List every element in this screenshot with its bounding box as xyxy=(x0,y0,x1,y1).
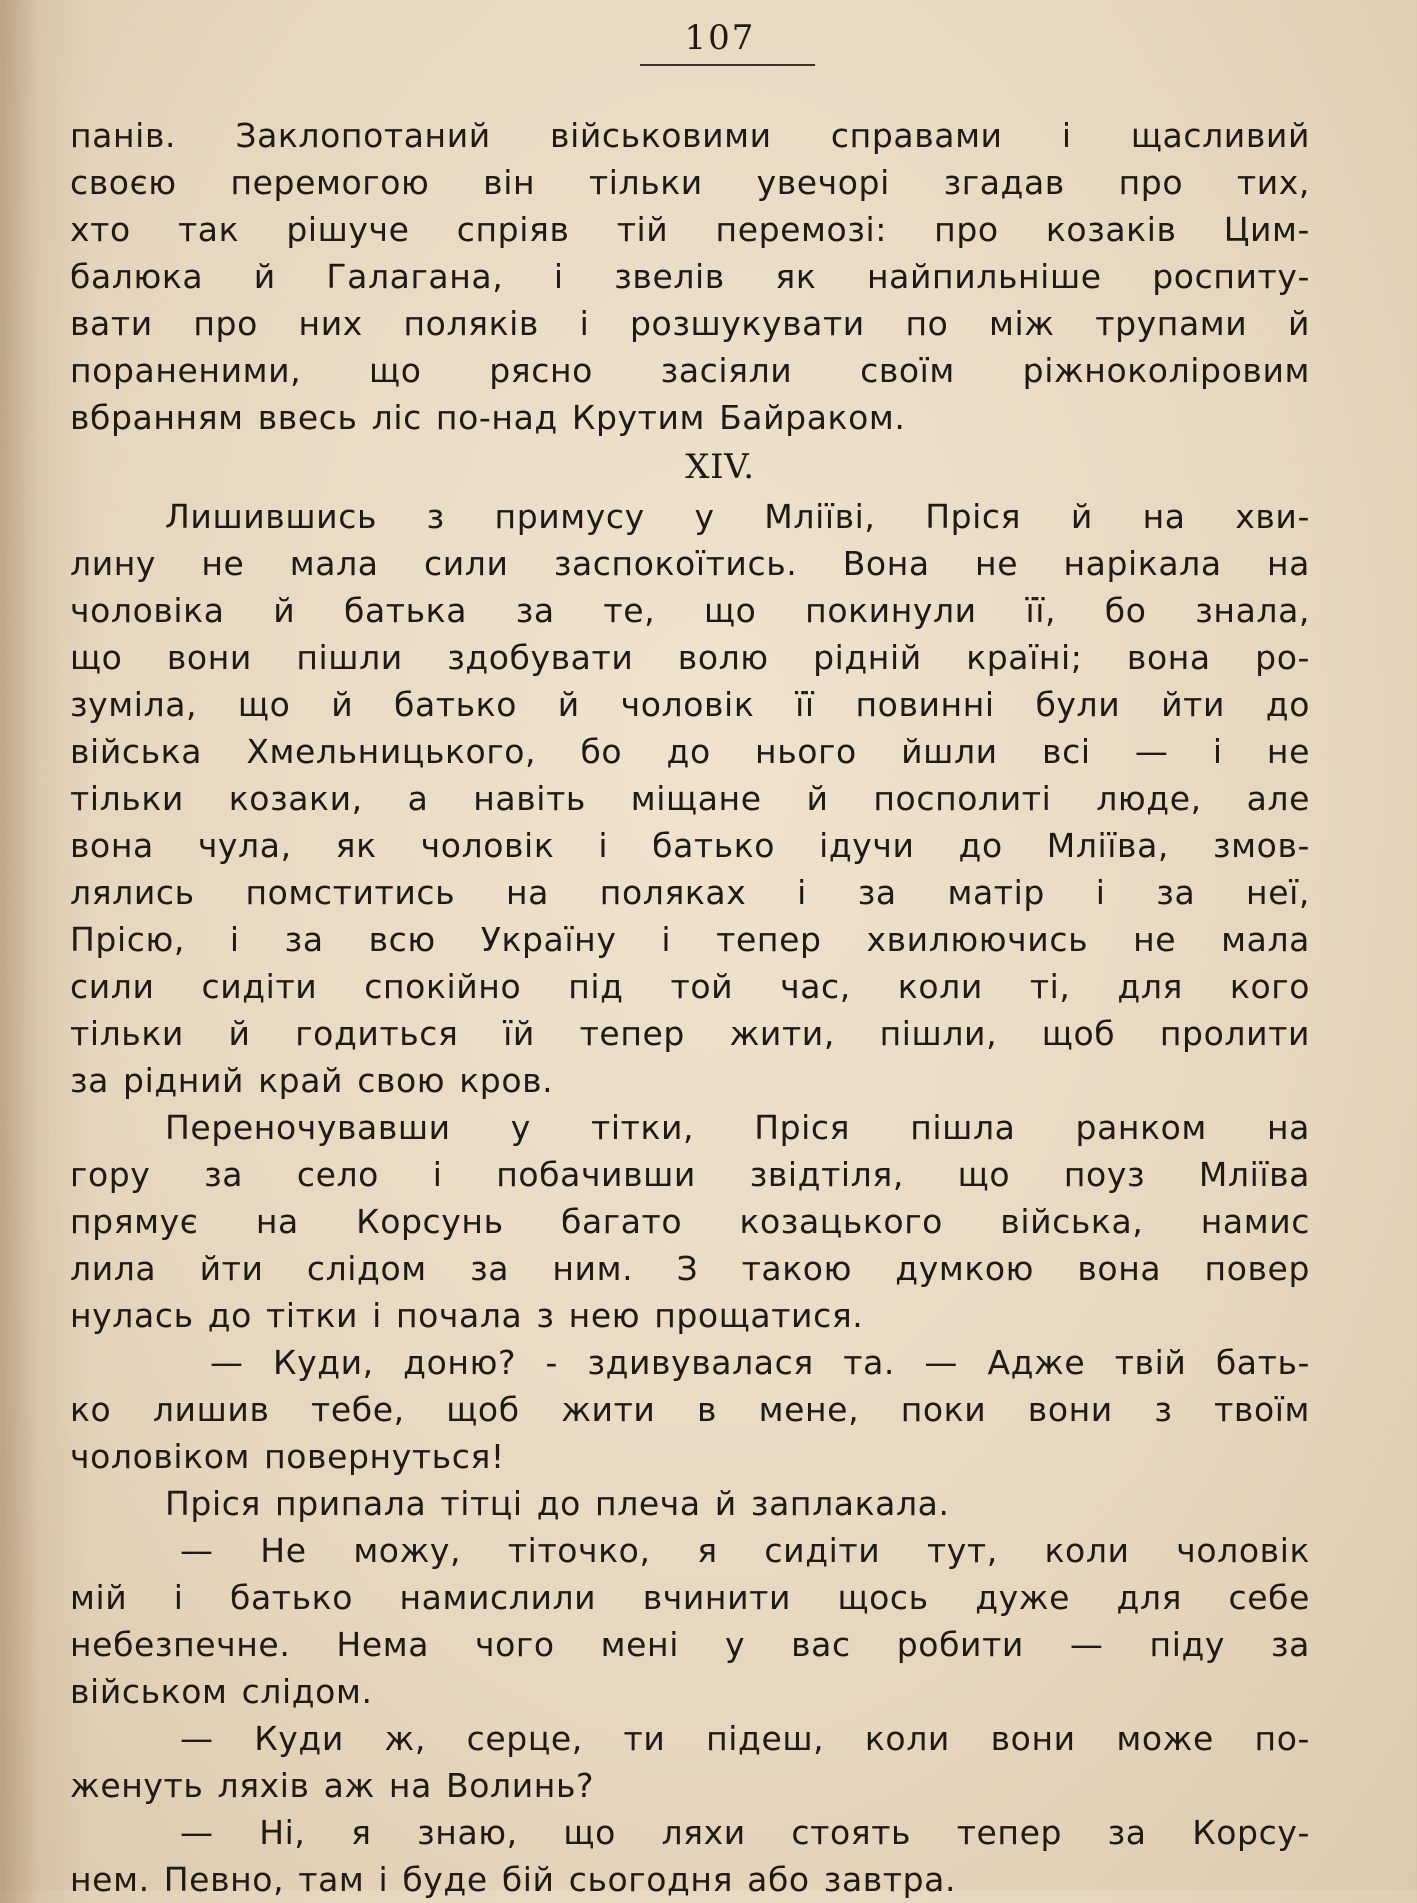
text-line: нулась до тітки і почала з нею прощатися. xyxy=(70,1296,864,1335)
text-line: своєю перемогою він тільки увечорі згадав про тих, xyxy=(70,163,1310,202)
text-line: сили сидіти спокійно під той час, коли ті, для кого xyxy=(70,967,1310,1006)
text-line: панів. Заклопотаний військовими справами і щасливий xyxy=(70,116,1310,155)
text-line: військом слідом. xyxy=(70,1672,373,1711)
text-line: прямує на Корсунь багато козацького війська, намис xyxy=(70,1202,1310,1241)
text-line: Пріся припала тітці до плеча й заплакала. xyxy=(165,1484,950,1523)
text-line: тільки й годиться їй тепер жити, пішли, щоб пролити xyxy=(70,1014,1310,1053)
text-line: Лишившись з примусу у Мліїві, Прiся й на хви- xyxy=(165,497,1310,536)
page-number: 107 xyxy=(684,18,756,58)
header-rule xyxy=(640,64,815,66)
text-line: лину не мала сили заспокоїтись. Вона не нарікала на xyxy=(70,544,1310,583)
text-line: пораненими, що рясно засіяли своїм ріжноколіровим xyxy=(70,351,1310,390)
text-line: за рідний край свою кров. xyxy=(70,1061,554,1100)
text-line: чоловіком повернуться! xyxy=(70,1437,505,1476)
text-line: нем. Певно, там і буде бій сьогодня або завтра. xyxy=(70,1860,957,1899)
text-line: вбранням ввесь ліс по-над Крутим Байраком. xyxy=(70,398,906,437)
text-line: чоловіка й батька за те, що покинули її, бо знала, xyxy=(70,591,1310,630)
text-line: зуміла, що й батько й чоловік її повинні були йти до xyxy=(70,685,1310,724)
text-line: тільки козаки, а навіть міщане й посполиті люде, але xyxy=(70,779,1310,818)
text-line: балюка й Галагана, і звелів як найпильніше роспиту- xyxy=(70,257,1310,296)
text-line: мій і батько намислили вчинити щось дуже для себе xyxy=(70,1578,1310,1617)
text-line: вона чула, як чоловік і батько ідучи до Мліїва, змов- xyxy=(70,826,1310,865)
text-line: Переночувавши у тітки, Пріся пішла ранком на xyxy=(165,1108,1310,1147)
text-line: ко лишив тебе, щоб жити в мене, поки вони з твоїм xyxy=(70,1390,1310,1429)
text-line: лила йти слідом за ним. З такою думкою вона повер xyxy=(70,1249,1310,1288)
text-line: лялись помститись на поляках і за матір і за неї, xyxy=(70,873,1310,912)
section-heading: XIV. xyxy=(685,447,755,487)
text-line: хто так рішуче спріяв тій перемозі: про козаків Цим- xyxy=(70,210,1310,249)
text-line: гору за село і побачивши звідтіля, що поуз Мліїва xyxy=(70,1155,1310,1194)
text-line: вати про них поляків і розшукувати по між трупами й xyxy=(70,304,1310,343)
text-line: що вони пішли здобувати волю рідній країні; вона ро- xyxy=(70,638,1310,677)
text-line: — Ні, я знаю, що ляхи стоять тепер за Корсу- xyxy=(180,1813,1310,1852)
text-line: Прісю, і за всю Україну і тепер хвилюючись не мала xyxy=(70,920,1310,959)
book-page xyxy=(70,0,1310,1899)
text-line: війська Хмельницького, бо до нього йшли всі — і не xyxy=(70,732,1310,771)
text-line: небезпечне. Нема чого мені у вас робити — піду за xyxy=(70,1625,1310,1664)
text-line: — Куди ж, серце, ти підеш, коли вони може по- xyxy=(180,1719,1310,1758)
text-line: женуть ляхів аж на Волинь? xyxy=(70,1766,595,1805)
body-text xyxy=(70,112,1310,1903)
text-line: — Не можу, тіточко, я сидіти тут, коли чоловік xyxy=(180,1531,1310,1570)
text-line: — Куди, доню? - здивувалася та. — Адже твій бать- xyxy=(210,1343,1310,1382)
